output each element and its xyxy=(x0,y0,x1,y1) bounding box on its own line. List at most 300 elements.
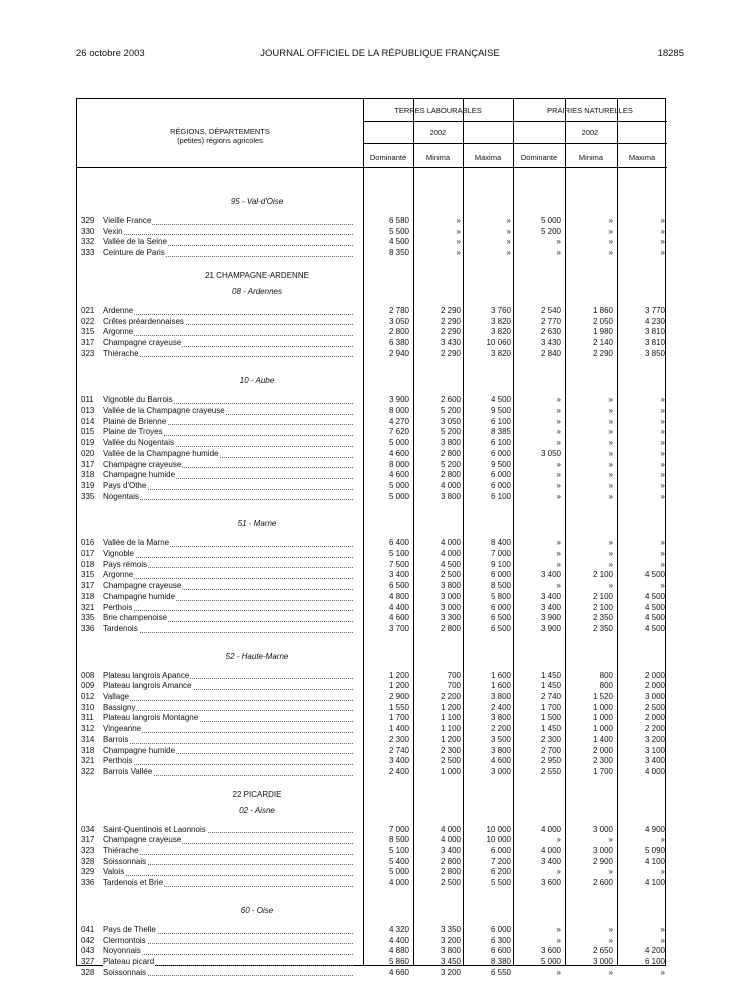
value-cell: » xyxy=(660,459,665,469)
value-cell: 4 500 xyxy=(490,395,511,405)
region-code: 041 xyxy=(81,924,95,934)
region-name xyxy=(103,237,353,248)
value-cell: 3 400 xyxy=(388,570,409,580)
region-code: 315 xyxy=(81,570,95,580)
regions-header-line2: (petites) régions agricoles xyxy=(177,136,263,145)
value-cell: » xyxy=(608,448,613,458)
region-name xyxy=(103,560,353,571)
col-dominante: Dominante xyxy=(369,153,407,162)
value-cell: » xyxy=(660,867,665,877)
header-date: 26 octobre 2003 xyxy=(76,48,145,59)
department-heading: 08 - Ardennes xyxy=(232,286,282,296)
value-cell: 4 320 xyxy=(388,924,409,934)
leader-dots xyxy=(103,557,353,558)
region-code: 323 xyxy=(81,846,95,855)
region-name-text: Ardenne xyxy=(103,305,134,315)
region-name xyxy=(103,724,353,735)
value-cell: 6 500 xyxy=(490,613,511,623)
region-name-text: Tardenois xyxy=(103,623,138,633)
region-name-text: Ceinture de Paris xyxy=(103,248,165,258)
value-cell: 1 100 xyxy=(440,724,461,734)
region-code: 022 xyxy=(81,316,95,326)
region-name-text: Vallée de la Seine xyxy=(103,237,167,247)
value-cell: 6 100 xyxy=(490,438,511,448)
region-code: 317 xyxy=(81,337,95,347)
value-cell: 1 550 xyxy=(388,702,409,712)
value-cell: 3 820 xyxy=(490,327,511,337)
value-cell: » xyxy=(556,438,561,448)
value-cell: 3 800 xyxy=(490,692,511,701)
value-cell: 3 000 xyxy=(490,766,511,776)
region-name xyxy=(103,317,353,328)
region-name xyxy=(103,878,353,889)
department-heading: 60 - Oise xyxy=(240,905,274,915)
value-cell: 3 760 xyxy=(490,305,511,315)
value-cell: 4 000 xyxy=(440,480,461,490)
value-cell: 2 800 xyxy=(440,623,461,633)
value-cell: 5 860 xyxy=(388,956,409,966)
value-cell: 1 600 xyxy=(490,670,511,680)
value-cell: » xyxy=(608,581,613,591)
table-row xyxy=(77,835,667,846)
value-cell: 1 000 xyxy=(592,713,613,723)
table-row xyxy=(77,481,667,492)
table-row xyxy=(77,735,667,746)
region-name-text: Barrois xyxy=(103,734,129,744)
leader-dots xyxy=(103,743,353,744)
region-code: 008 xyxy=(81,670,95,680)
region-code: 336 xyxy=(81,878,95,888)
price-table xyxy=(76,98,666,977)
region-name-text: Valois xyxy=(103,867,125,877)
value-cell: » xyxy=(506,248,511,258)
region-name-text: Pays rémois xyxy=(103,559,148,569)
value-cell: » xyxy=(660,549,665,558)
value-cell: » xyxy=(608,935,613,945)
region-name xyxy=(103,481,353,492)
value-cell: 4 200 xyxy=(644,946,665,956)
region-heading: 22 PICARDIE xyxy=(232,789,282,799)
table-row xyxy=(77,438,667,449)
table-row xyxy=(77,671,667,682)
value-cell: » xyxy=(660,491,665,501)
table-row xyxy=(77,460,667,471)
value-cell: 2 740 xyxy=(388,745,409,755)
value-cell: 4 600 xyxy=(388,448,409,458)
group-header-prairies: PRAIRIES NATURELLES xyxy=(547,106,633,115)
value-cell: » xyxy=(660,559,665,569)
value-cell: 4 800 xyxy=(388,591,409,601)
value-cell: 6 100 xyxy=(644,956,665,966)
value-cell: 4 100 xyxy=(644,856,665,866)
value-cell: 4 600 xyxy=(490,756,511,766)
value-cell: 3 500 xyxy=(490,734,511,744)
value-cell: 4 000 xyxy=(440,538,461,548)
leader-dots xyxy=(103,875,353,876)
value-cell: 1 200 xyxy=(388,670,409,680)
value-cell: 4 880 xyxy=(388,946,409,956)
table-row xyxy=(77,724,667,735)
value-cell: 3 430 xyxy=(440,337,461,347)
value-cell: 5 500 xyxy=(490,878,511,888)
department-heading: 10 - Aube xyxy=(239,376,275,386)
table-row xyxy=(77,703,667,714)
value-cell: 3 100 xyxy=(644,745,665,755)
table-row xyxy=(77,681,667,692)
value-cell: 6 000 xyxy=(490,602,511,612)
value-cell: 2 500 xyxy=(440,570,461,580)
table-row xyxy=(77,395,667,406)
region-name xyxy=(103,703,353,714)
region-code: 319 xyxy=(81,480,95,490)
region-name xyxy=(103,592,353,603)
value-cell: 4 500 xyxy=(644,570,665,580)
value-cell: 8 385 xyxy=(490,427,511,437)
table-row xyxy=(77,560,667,571)
header-rule xyxy=(363,121,667,122)
value-cell: 3 600 xyxy=(540,878,561,888)
value-cell: 9 500 xyxy=(490,459,511,469)
value-cell: 1 450 xyxy=(540,681,561,691)
value-cell: 6 400 xyxy=(388,538,409,548)
region-name-text: Pays de Thelle xyxy=(103,924,156,934)
value-cell: 6 000 xyxy=(490,480,511,490)
region-name-text: Argonne xyxy=(103,570,134,580)
table-row xyxy=(77,592,667,603)
region-name-text: Tardenois et Brie xyxy=(103,878,164,888)
region-code: 333 xyxy=(81,248,95,258)
region-name-text: Champagne humide xyxy=(103,745,176,755)
region-name-text: Plateau langrois Apance xyxy=(103,670,190,680)
region-name xyxy=(103,438,353,449)
value-cell: » xyxy=(608,924,613,934)
region-name-text: Vignoble du Barrois xyxy=(103,395,173,405)
region-name xyxy=(103,449,353,460)
region-name xyxy=(103,338,353,349)
region-code: 043 xyxy=(81,946,95,956)
value-cell: » xyxy=(556,406,561,415)
value-cell: » xyxy=(660,248,665,258)
value-cell: » xyxy=(660,480,665,490)
value-cell: » xyxy=(556,491,561,501)
table-row xyxy=(77,237,667,248)
value-cell: 2 200 xyxy=(644,724,665,734)
value-cell: 2 290 xyxy=(592,348,613,358)
region-name-text: Vexin xyxy=(103,226,123,236)
value-cell: 3 900 xyxy=(540,613,561,623)
region-code: 021 xyxy=(81,305,95,315)
year-terres: 2002 xyxy=(429,128,447,137)
value-cell: » xyxy=(556,967,561,977)
value-cell: » xyxy=(608,248,613,258)
value-cell: 1 200 xyxy=(388,681,409,691)
region-name-text: Nogentais xyxy=(103,491,140,501)
department-heading: 52 - Haute-Marne xyxy=(225,651,289,661)
value-cell: » xyxy=(456,216,461,225)
region-code: 329 xyxy=(81,867,95,877)
value-cell: » xyxy=(456,226,461,236)
value-cell: 2 300 xyxy=(440,745,461,755)
region-heading: 21 CHAMPAGNE-ARDENNE xyxy=(205,270,309,280)
value-cell: 4 400 xyxy=(388,602,409,612)
value-cell: » xyxy=(556,867,561,877)
value-cell: 8 350 xyxy=(388,248,409,258)
value-cell: 4 000 xyxy=(388,878,409,888)
value-cell: 2 700 xyxy=(540,745,561,755)
value-cell: 3 200 xyxy=(644,734,665,744)
value-cell: 5 200 xyxy=(540,226,561,236)
region-name-text: Perthois xyxy=(103,602,133,612)
value-cell: 2 800 xyxy=(440,448,461,458)
value-cell: 2 900 xyxy=(388,692,409,701)
region-name-text: Vallée du Nogentais xyxy=(103,438,175,448)
table-row xyxy=(77,227,667,238)
table-row xyxy=(77,968,667,979)
value-cell: 4 500 xyxy=(644,623,665,633)
value-cell: 8 000 xyxy=(388,406,409,415)
department-heading: 95 - Val-d'Oise xyxy=(230,197,284,206)
value-cell: 2 140 xyxy=(592,337,613,347)
value-cell: » xyxy=(556,581,561,591)
value-cell: 2 000 xyxy=(644,713,665,723)
value-cell: 2 800 xyxy=(388,327,409,337)
region-name xyxy=(103,957,353,968)
value-cell: 2 100 xyxy=(592,570,613,580)
col-dominante: Dominante xyxy=(520,153,558,162)
value-cell: 7 000 xyxy=(490,549,511,558)
region-code: 318 xyxy=(81,591,95,601)
region-name xyxy=(103,427,353,438)
value-cell: » xyxy=(608,226,613,236)
regions-header-line1: RÉGIONS, DÉPARTEMENTS xyxy=(170,127,270,136)
value-cell: 4 900 xyxy=(644,824,665,834)
value-cell: 3 050 xyxy=(388,316,409,326)
value-cell: 5 000 xyxy=(540,216,561,225)
value-cell: » xyxy=(556,427,561,437)
leader-dots xyxy=(103,234,353,235)
value-cell: 2 300 xyxy=(540,734,561,744)
region-name xyxy=(103,713,353,724)
region-code: 318 xyxy=(81,470,95,480)
region-name xyxy=(103,492,353,503)
value-cell: 2 350 xyxy=(592,613,613,623)
region-name-text: Thiérache xyxy=(103,846,139,855)
year-prairies: 2002 xyxy=(581,128,599,137)
value-cell: 6 000 xyxy=(490,924,511,934)
value-cell: 1 450 xyxy=(540,670,561,680)
value-cell: 1 100 xyxy=(440,713,461,723)
value-cell: 4 000 xyxy=(540,846,561,855)
value-cell: 4 100 xyxy=(644,878,665,888)
region-code: 011 xyxy=(81,395,94,405)
region-code: 317 xyxy=(81,459,95,469)
value-cell: 2 550 xyxy=(540,766,561,776)
value-cell: 6 550 xyxy=(490,967,511,977)
value-cell: 2 300 xyxy=(388,734,409,744)
region-name-text: Pays d'Othe xyxy=(103,480,147,490)
region-name-text: Saint-Quentinois et Laonnois xyxy=(103,824,206,834)
region-name-text: Crêtes préardennaises xyxy=(103,316,184,326)
region-name xyxy=(103,735,353,746)
region-code: 335 xyxy=(81,613,95,623)
region-name-text: Soissonnais xyxy=(103,967,147,977)
value-cell: 3 050 xyxy=(540,448,561,458)
value-cell: » xyxy=(506,216,511,225)
value-cell: 6 100 xyxy=(490,416,511,426)
value-cell: 5 000 xyxy=(540,956,561,966)
page-header xyxy=(76,48,684,62)
region-name xyxy=(103,867,353,878)
region-code: 012 xyxy=(81,692,95,701)
value-cell: 6 000 xyxy=(490,470,511,480)
region-code: 315 xyxy=(81,327,95,337)
table-row xyxy=(77,613,667,624)
header-rule xyxy=(363,143,667,144)
value-cell: 6 000 xyxy=(490,448,511,458)
region-name xyxy=(103,767,353,778)
value-cell: 2 290 xyxy=(440,316,461,326)
leader-dots xyxy=(103,632,353,633)
value-cell: 2 800 xyxy=(440,470,461,480)
value-cell: 2 050 xyxy=(592,316,613,326)
value-cell: 3 050 xyxy=(440,416,461,426)
region-code: 323 xyxy=(81,348,95,358)
value-cell: 8 000 xyxy=(388,459,409,469)
table-row xyxy=(77,846,667,857)
region-code: 009 xyxy=(81,681,95,691)
region-name xyxy=(103,835,353,846)
value-cell: 2 400 xyxy=(388,766,409,776)
value-cell: 3 800 xyxy=(440,438,461,448)
value-cell: 3 200 xyxy=(440,935,461,945)
table-row xyxy=(77,857,667,868)
value-cell: » xyxy=(556,559,561,569)
region-code: 336 xyxy=(81,623,95,633)
region-name xyxy=(103,756,353,767)
value-cell: » xyxy=(556,924,561,934)
value-cell: 3 800 xyxy=(490,713,511,723)
value-cell: » xyxy=(608,395,613,405)
region-code: 329 xyxy=(81,216,95,225)
value-cell: » xyxy=(456,248,461,258)
value-cell: » xyxy=(506,226,511,236)
value-cell: 6 000 xyxy=(490,570,511,580)
region-code: 330 xyxy=(81,226,95,236)
region-code: 018 xyxy=(81,559,95,569)
table-row xyxy=(77,538,667,549)
value-cell: » xyxy=(608,835,613,845)
leader-dots xyxy=(103,710,353,711)
value-cell: 3 350 xyxy=(440,924,461,934)
table-row xyxy=(77,756,667,767)
value-cell: 4 000 xyxy=(440,835,461,845)
region-code: 328 xyxy=(81,967,95,977)
region-name xyxy=(103,603,353,614)
value-cell: » xyxy=(608,967,613,977)
value-cell: 4 500 xyxy=(644,613,665,623)
region-code: 014 xyxy=(81,416,95,426)
value-cell: » xyxy=(660,835,665,845)
value-cell: 800 xyxy=(599,670,613,680)
value-cell: 2 000 xyxy=(644,681,665,691)
leader-dots xyxy=(103,356,353,357)
value-cell: 4 000 xyxy=(440,549,461,558)
table-row xyxy=(77,216,667,227)
department-heading: 51 - Marne xyxy=(237,519,277,529)
value-cell: » xyxy=(556,549,561,558)
region-name xyxy=(103,692,353,703)
value-cell: 6 500 xyxy=(490,623,511,633)
value-cell: 3 400 xyxy=(388,756,409,766)
leader-dots xyxy=(103,764,353,765)
value-cell: 5 000 xyxy=(388,438,409,448)
value-cell: 2 000 xyxy=(592,745,613,755)
group-header-terres: TERRES LABOURABLES xyxy=(394,106,482,115)
value-cell: 1 700 xyxy=(388,713,409,723)
value-cell: 3 810 xyxy=(644,337,665,347)
region-name-text: Vingeanne xyxy=(103,724,142,734)
region-name xyxy=(103,216,353,227)
value-cell: 4 000 xyxy=(440,824,461,834)
value-cell: 5 000 xyxy=(388,867,409,877)
region-name xyxy=(103,946,353,957)
value-cell: » xyxy=(608,491,613,501)
value-cell: 5 500 xyxy=(388,226,409,236)
value-cell: 700 xyxy=(447,681,461,691)
table-row xyxy=(77,936,667,947)
region-name-text: Barrois Vallée xyxy=(103,766,153,776)
region-name xyxy=(103,460,353,471)
region-name xyxy=(103,349,353,360)
value-cell: 5 400 xyxy=(388,856,409,866)
region-name-text: Vallage xyxy=(103,692,130,701)
value-cell: 2 100 xyxy=(592,591,613,601)
value-cell: 3 000 xyxy=(592,846,613,855)
value-cell: 2 500 xyxy=(440,756,461,766)
region-code: 327 xyxy=(81,956,95,966)
value-cell: 1 700 xyxy=(592,766,613,776)
value-cell: 1 600 xyxy=(490,681,511,691)
value-cell: » xyxy=(608,549,613,558)
value-cell: 3 850 xyxy=(644,348,665,358)
region-name xyxy=(103,549,353,560)
table-row xyxy=(77,492,667,503)
table-row xyxy=(77,470,667,481)
leader-dots xyxy=(103,314,353,315)
value-cell: 5 100 xyxy=(388,549,409,558)
table-row xyxy=(77,878,667,889)
value-cell: 5 000 xyxy=(388,491,409,501)
col-minima: Minima xyxy=(425,153,451,162)
region-code: 017 xyxy=(81,549,95,558)
table-row xyxy=(77,746,667,757)
value-cell: 5 100 xyxy=(388,846,409,855)
value-cell: » xyxy=(608,237,613,247)
value-cell: 5 000 xyxy=(388,480,409,490)
table-row xyxy=(77,306,667,317)
value-cell: » xyxy=(456,237,461,247)
region-name-text: Thiérache xyxy=(103,348,139,358)
value-cell: 9 100 xyxy=(490,559,511,569)
value-cell: 6 580 xyxy=(388,216,409,225)
region-code: 015 xyxy=(81,427,95,437)
value-cell: 3 800 xyxy=(440,946,461,956)
value-cell: » xyxy=(608,406,613,415)
value-cell: 1 000 xyxy=(440,766,461,776)
value-cell: » xyxy=(608,438,613,448)
region-name xyxy=(103,538,353,549)
region-name-text: Bassigny xyxy=(103,702,136,712)
